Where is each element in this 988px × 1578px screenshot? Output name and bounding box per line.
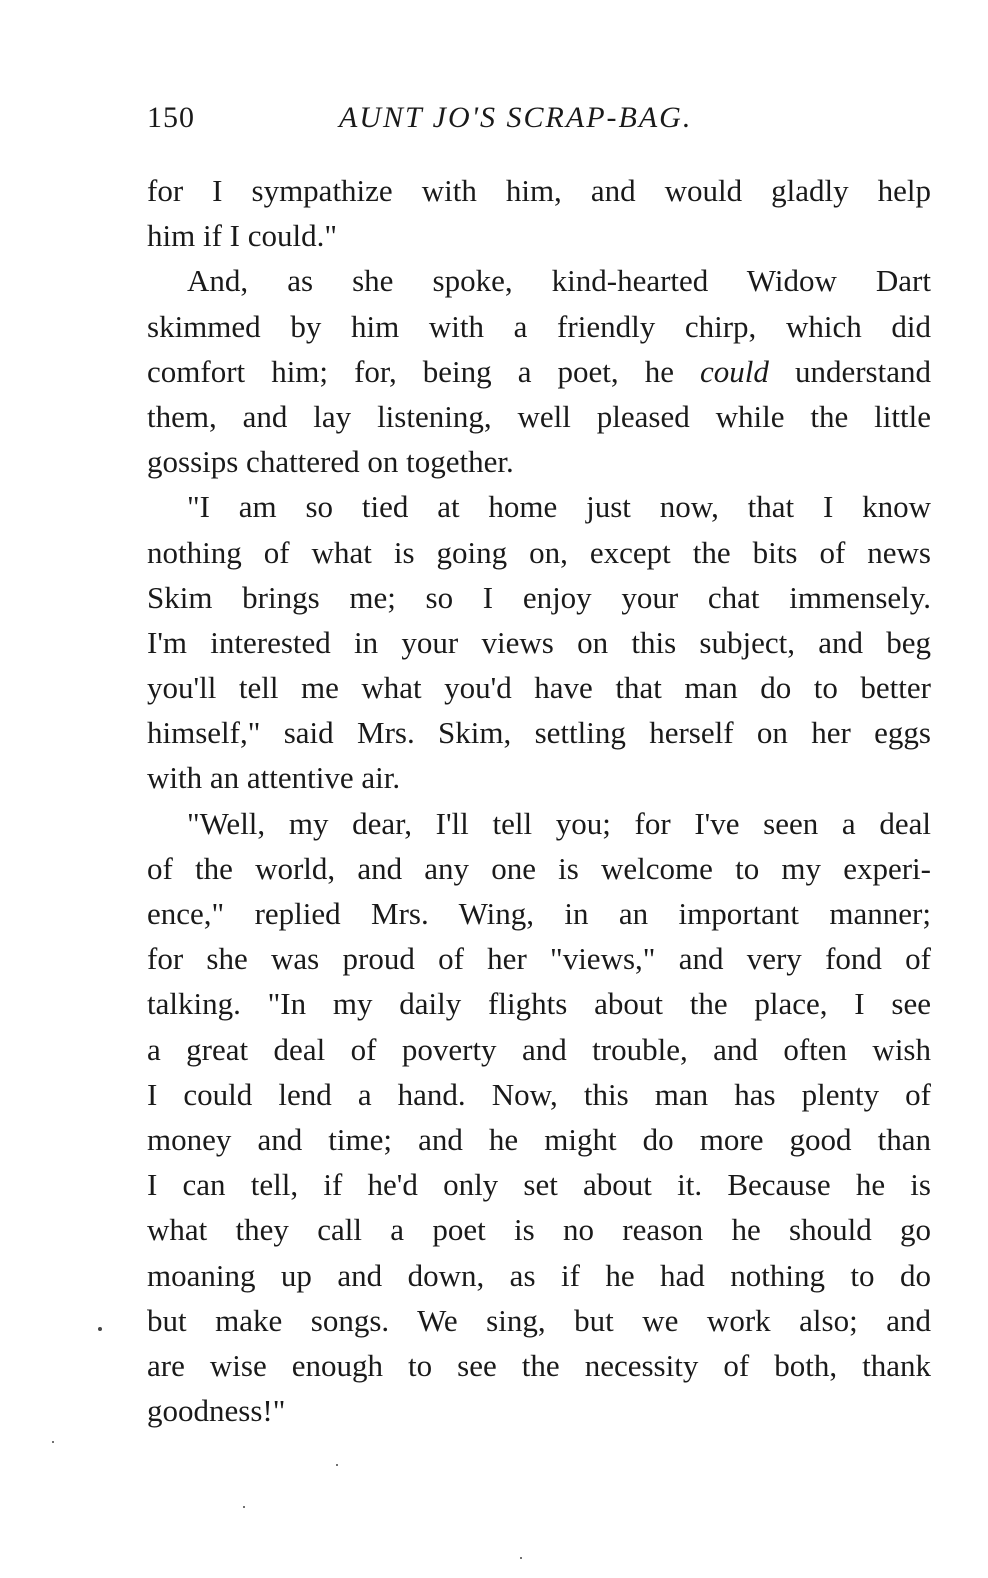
text-line: moaning up and down, as if he had nothing to do bbox=[147, 1257, 931, 1293]
text-line: talking. "In my daily flights about the place, I see bbox=[147, 986, 931, 1022]
text-line: goodness!" bbox=[147, 1393, 286, 1429]
text-line: skimmed by him with a friendly chirp, which did bbox=[147, 308, 931, 344]
text-line: are wise enough to see the necessity of both, thank bbox=[147, 1347, 931, 1383]
text-segment: comfort him; for, being a poet, he bbox=[147, 353, 701, 389]
text-line: money and time; and he might do more good than bbox=[147, 1121, 931, 1157]
body-text bbox=[147, 168, 931, 1433]
text-line: "Well, my dear, I'll tell you; for I've seen a deal bbox=[187, 805, 931, 841]
text-line: but make songs. We sing, but we work also; and bbox=[147, 1302, 931, 1338]
text-line: for I sympathize with him, and would gladly help bbox=[147, 173, 931, 208]
text-line: Skim brings me; so I enjoy your chat immensely. bbox=[147, 579, 931, 615]
text-line: ence," replied Mrs. Wing, in an important manner; bbox=[147, 896, 931, 931]
text-line: you'll tell me what you'd have that man do to better bbox=[147, 670, 931, 706]
page-number: 150 bbox=[147, 101, 195, 134]
text-line: I'm interested in your views on this subject, and beg bbox=[147, 624, 931, 660]
text-line: what they call a poet is no reason he should go bbox=[147, 1212, 931, 1248]
text-line: I could lend a hand. Now, this man has plenty of bbox=[147, 1076, 931, 1112]
text-line: a great deal of poverty and trouble, and often wish bbox=[147, 1031, 931, 1067]
text-line: of the world, and any one is welcome to my experi- bbox=[147, 850, 931, 886]
text-line: for she was proud of her "views," and very fond of bbox=[147, 941, 931, 977]
text-line: himself," said Mrs. Skim, settling herself on her eggs bbox=[147, 715, 931, 751]
text-line bbox=[147, 349, 931, 394]
text-line: nothing of what is going on, except the bits of news bbox=[147, 534, 931, 570]
text-line: And, as she spoke, kind-hearted Widow Dart bbox=[187, 263, 931, 299]
text-line: gossips chattered on together. bbox=[147, 444, 514, 480]
text-line: I can tell, if he'd only set about it. Because he is bbox=[147, 1167, 931, 1203]
book-title: AUNT JO'S SCRAP-BAG. bbox=[339, 101, 693, 134]
text-segment: understand bbox=[768, 353, 931, 389]
text-line: with an attentive air. bbox=[147, 760, 401, 796]
text-line: "I am so tied at home just now, that I know bbox=[187, 489, 931, 525]
text-line: him if I could." bbox=[147, 218, 338, 254]
text-line: them, and lay listening, well pleased while the little bbox=[147, 398, 931, 434]
running-head bbox=[147, 98, 937, 138]
italic-word: could bbox=[700, 353, 769, 389]
